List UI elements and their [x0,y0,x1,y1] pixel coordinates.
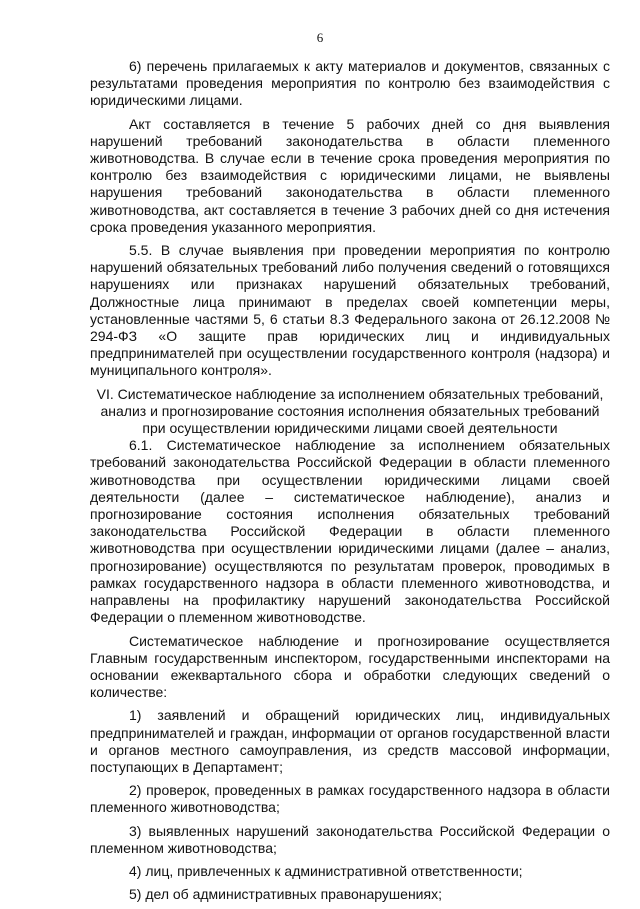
list-item-1: 1) заявлений и обращений юридических лиц, индивидуальных предпринимателей и граждан, информации от органов государственной власти и органов местного самоуправления, из средств массовой информации, поступающих в Департамент; [90,707,610,775]
paragraph-act-deadline: Акт составляется в течение 5 рабочих дней со дня выявления нарушений требований законодательства в области племенного животноводства. В случае если в течение срока проведения мероприятия по контролю без взаимодействия с юридическими лицами, не выявлены нарушения требований законодательства в области племенного животноводства, акт составляется в течение 3 рабочих дней со дня истечения срока проведения указанного мероприятия. [90,115,610,235]
paragraph-list-item-6: 6) перечень прилагаемых к акту материалов и документов, связанных с результатами проведения мероприятия по контролю без взаимодействия с юридическими лицами. [90,58,610,109]
list-item-4: 4) лиц, привлеченных к административной ответственности; [129,862,523,879]
list-item-3: 3) выявленных нарушений законодательства Российской Федерации о племенном животноводства; [90,822,610,856]
page-number: 6 [316,30,324,45]
list-item-2: 2) проверок, проведенных в рамках государственного надзора в области племенного животноводства; [90,782,610,816]
list-item-5: 5) дел об административных правонарушениях; [129,886,442,903]
section-heading: VI. Систематическое наблюдение за исполнением обязательных требований, анализ и прогнозирование состояния исполнения обязательных требований при осуществлении юридическими лицами своей деятельности [96,385,604,437]
paragraph-monitoring-basis: Систематическое наблюдение и прогнозирование осуществляется Главным государственным инспектором, государственными инспекторами на основании ежеквартального сбора и обработки следующих сведений о количестве: [90,632,610,701]
document-body [90,58,610,909]
paragraph-5-5: 5.5. В случае выявления при проведении мероприятия по контролю нарушений обязательных требований либо получения сведений о готовящихся нарушениях или признаках нарушений обязательных требований, Должностные лица принимают в пределах своей компетенции меры, установленные частями 5, 6 статьи 8.3 Федерального закона от 26.12.2008 № 294-ФЗ «О защите прав юридических лиц и индивидуальных предпринимателей при осуществлении государственного контроля (надзора) и муниципального контроля». [90,242,610,379]
paragraph-6-1: 6.1. Систематическое наблюдение за исполнением обязательных требований законодательства Российской Федерации в области племенного животноводства при осуществлении юридическими лицами своей деятельности (далее – систематическое наблюдение), анализ и прогнозирование состояния исполнения обязательных требований законодательства Российской Федерации в области племенного животноводства при осуществлении юридическими лицами (далее – анализ, прогнозирование) осуществляются по результатам проверок, проводимых в рамках государственного надзора в области племенного животноводства, и направлены на профилактику нарушений законодательства Российской Федерации о племенном животноводстве. [90,437,610,626]
